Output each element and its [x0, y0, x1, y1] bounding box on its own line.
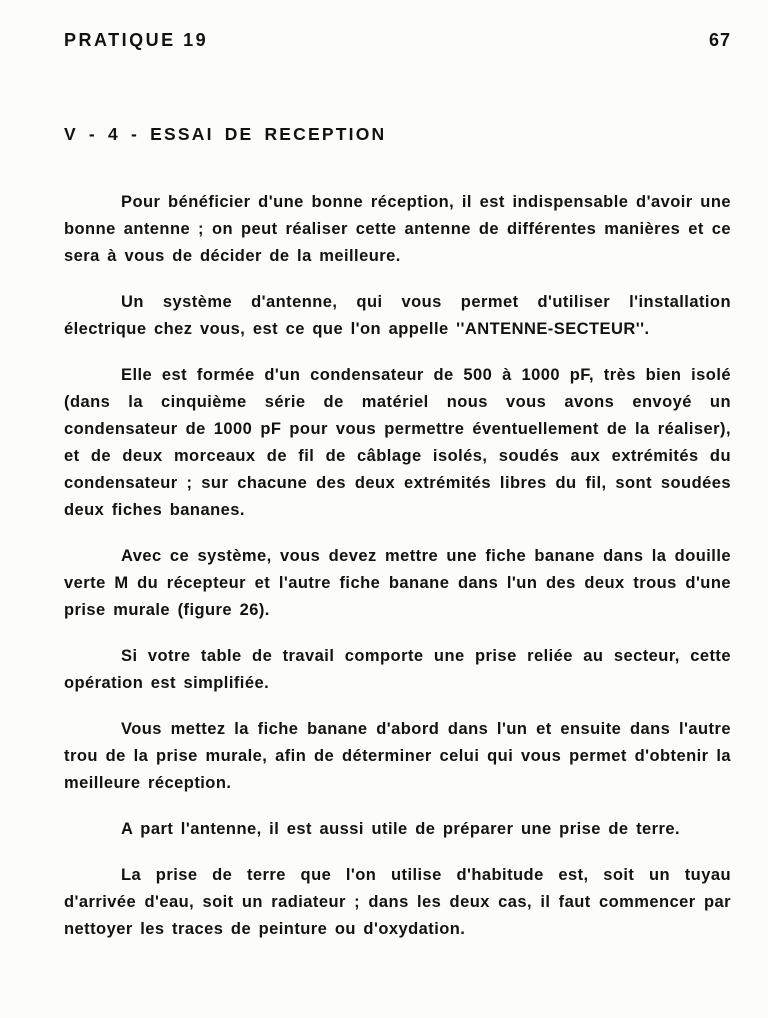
running-title: PRATIQUE 19 [64, 30, 209, 50]
paragraph: Elle est formée d'un condensateur de 500 à 1000 pF, très bien isolé (dans la cinquième série de matériel nous vous avons envoyé un condensateur de 1000 pF pour vous permettre éventuellement de la réaliser), et de deux morceaux de fil de câblage isolés, soudés aux extrémités du condensateur ; sur chacune des deux extrémités libres du fil, sont soudées deux fiches bananes. [64, 366, 731, 519]
section-title: V - 4 - ESSAI DE RECEPTION [64, 124, 387, 144]
paragraph: A part l'antenne, il est aussi utile de préparer une prise de terre. [121, 820, 681, 838]
paragraph: Avec ce système, vous devez mettre une fiche banane dans la douille verte M du récepteur et l'autre fiche banane dans l'un des deux trous d'une prise murale (figure 26). [64, 547, 731, 619]
paragraph: Si votre table de travail comporte une prise reliée au secteur, cette opération est simplifiée. [64, 647, 731, 692]
paragraph: Pour bénéficier d'une bonne réception, il est indispensable d'avoir une bonne antenne ; on peut réaliser cette antenne de différentes manières et ce sera à vous de décider de la meilleure. [64, 193, 731, 265]
paragraph: Vous mettez la fiche banane d'abord dans l'un et ensuite dans l'autre trou de la prise murale, afin de déterminer celui qui vous permet d'obtenir la meilleure réception. [64, 720, 731, 792]
body-text [64, 189, 731, 943]
paragraph: La prise de terre que l'on utilise d'habitude est, soit un tuyau d'arrivée d'eau, soit un radiateur ; dans les deux cas, il faut commencer par nettoyer les traces de peinture ou d'oxydation. [64, 866, 731, 938]
page-header [64, 30, 731, 51]
page-number: 67 [708, 30, 731, 50]
paragraph: Un système d'antenne, qui vous permet d'utiliser l'installation électrique chez vous, est ce que l'on appelle ''ANTENNE-SECTEUR''. [64, 293, 731, 338]
